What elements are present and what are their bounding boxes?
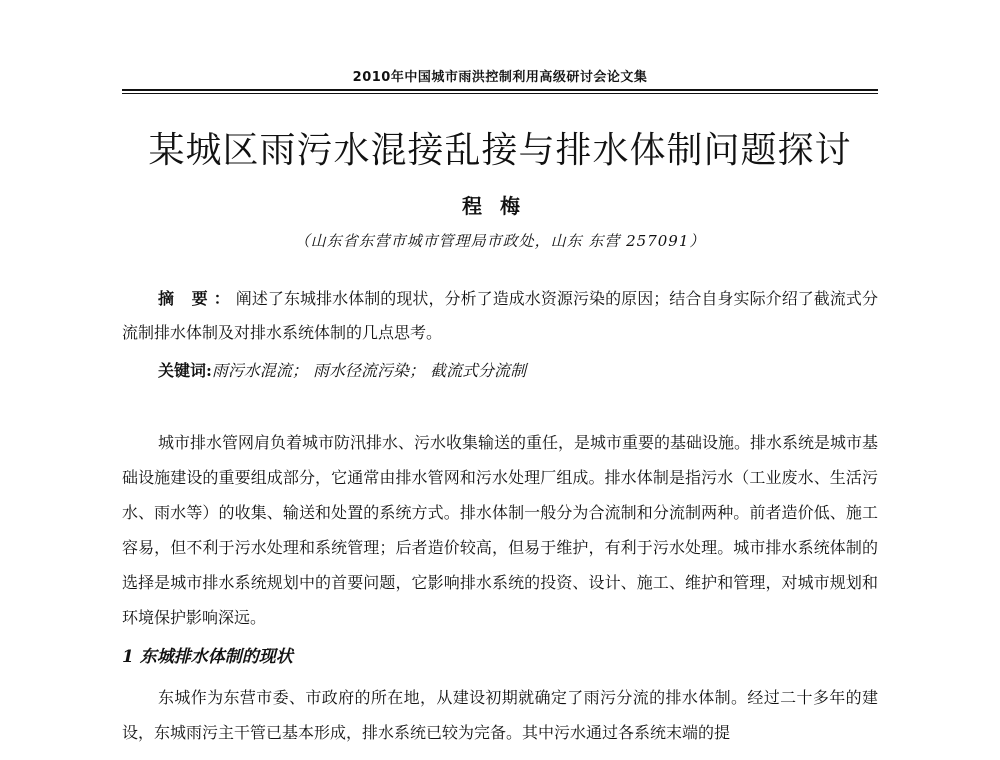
body-paragraph-2: 东城作为东营市委、市政府的所在地，从建设初期就确定了雨污分流的排水体制。经过二十多年的建设，东城雨污主干管已基本形成，排水系统已较为完备。其中污水通过各系统末端的提: [122, 688, 878, 742]
section-heading-1: 1 东城排水体制的现状: [122, 647, 293, 667]
running-header: 2010年中国城市雨洪控制利用高级研讨会论文集: [352, 70, 648, 85]
author-name: 程梅: [462, 194, 538, 218]
paper-title: 某城区雨污水混接乱接与排水体制问题探讨: [148, 130, 852, 171]
abstract-text: 阐述了东城排水体制的现状，分析了造成水资源污染的原因；结合自身实际介绍了截流式分流制排水体制及对排水系统体制的几点思考。: [122, 289, 878, 342]
keywords-label: 关键词:: [158, 361, 212, 380]
body-paragraph-1: 城市排水管网肩负着城市防汛排水、污水收集输送的重任，是城市重要的基础设施。排水系统是城市基础设施建设的重要组成部分，它通常由排水管网和污水处理厂组成。排水体制是指污水（工业废水、生活污水、雨水等）的收集、输送和处置的系统方式。排水体制一般分为合流制和分流制两种。前者造价低、施工容易，但不利于污水处理和系统管理；后者造价较高，但易于维护，有利于污水处理。城市排水系统体制的选择是城市排水系统规划中的首要问题，它影响排水系统的投资、设计、施工、维护和管理，对城市规划和环境保护影响深远。: [122, 433, 879, 627]
abstract-label: 摘 要：: [158, 289, 236, 308]
abstract: [122, 282, 878, 350]
keywords: [158, 354, 878, 388]
header-rule: [122, 89, 878, 94]
keywords-text: 雨污水混流； 雨水径流污染； 截流式分流制: [211, 361, 527, 380]
author-affiliation: （山东省东营市城市管理局市政处，山东 东营 257091）: [294, 232, 706, 250]
